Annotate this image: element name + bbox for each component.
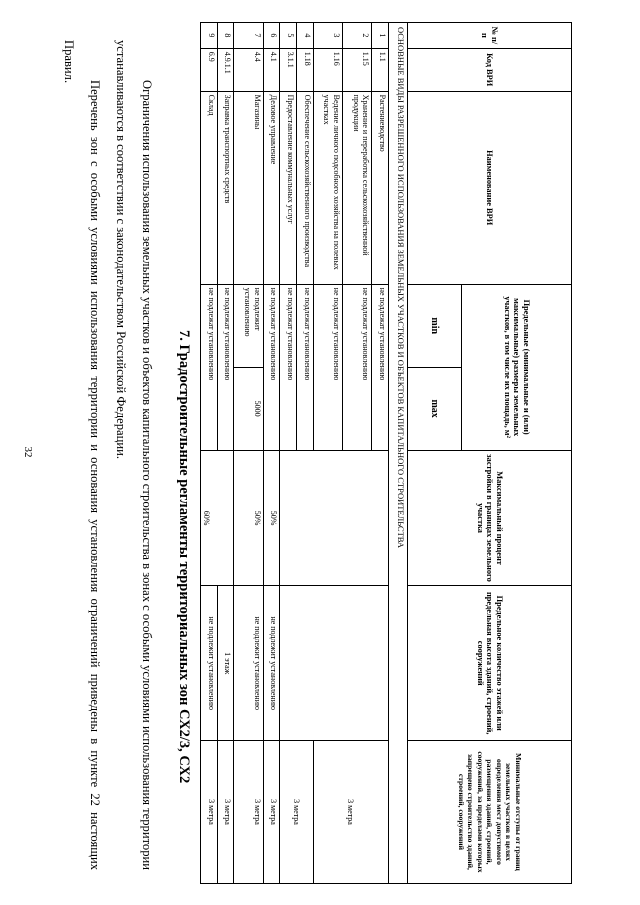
col-header-name: Наименование ВРИ <box>408 91 572 284</box>
cell-offset: 3 метра <box>280 740 313 883</box>
paragraph: Ограничения использования земельных участков и объектов капитального строительства в зонах с особыми условиями использования территории устанавливаются в соответствии с законодательством Российской Федерации. <box>114 40 154 870</box>
page-number: 32 <box>22 446 34 458</box>
col-header-num: № п/п <box>408 23 572 49</box>
regulations-table <box>200 22 572 884</box>
cell-name: Заправка транспортных средств <box>217 91 234 284</box>
cell-code: 1.18 <box>296 48 313 91</box>
cell-name: Растениеводство <box>372 91 389 284</box>
cell-floors: не подлежит установлению <box>263 586 280 740</box>
cell-num: 5 <box>280 23 297 49</box>
cell-name: Предоставление коммунальных услуг <box>280 91 297 284</box>
cell-offset: 3 метра <box>313 740 388 883</box>
cell-num: 7 <box>234 23 263 49</box>
cell-code: 6.9 <box>201 48 218 91</box>
cell-name: Хранение и переработка сельскохозяйственной продукции <box>342 91 371 284</box>
cell-sizes: не подлежат установлению <box>217 284 234 450</box>
cell-num: 3 <box>313 23 342 49</box>
cell-sizes: не подлежат установлению <box>313 284 342 450</box>
cell-name: Ведение личного подсобного хозяйства на полевых участках <box>313 91 342 284</box>
cell-offset: 3 метра <box>217 740 234 883</box>
cell-num: 8 <box>217 23 234 49</box>
cell-sizes: не подлежат установлению <box>201 284 218 450</box>
cell-num: 1 <box>372 23 389 49</box>
table-row <box>234 23 263 884</box>
cell-sizes: не подлежат установлению <box>263 284 280 450</box>
body-text <box>56 40 160 870</box>
cell-floors: не подлежит установлению <box>234 586 263 740</box>
cell-name: Магазины <box>234 91 263 284</box>
cell-sizes: не подлежат установлению <box>372 284 389 450</box>
table-row <box>263 23 280 884</box>
section-title: ОСНОВНЫЕ ВИДЫ РАЗРЕШЕННОГО ИСПОЛЬЗОВАНИЯ ЗЕМЕЛЬНЫХ УЧАСТКОВ И ОБЪЕКТОВ КАПИТАЛЬНОГО СТРОИТЕЛЬСТВА <box>388 23 407 884</box>
cell-code: 3.1.1 <box>280 48 297 91</box>
cell-name: Склад <box>201 91 218 284</box>
col-header-offsets: Минимальные отступы от границ земельных участков в целях определения мест допустимого размещения зданий, строений, сооружений, за пределами которых запрещено строительство зданий, строений, сооружений <box>408 740 572 883</box>
cell-percent <box>280 450 388 586</box>
cell-max: 5000 <box>234 367 263 450</box>
cell-percent: 50% <box>234 450 263 586</box>
paragraph: Перечень зон с особыми условиями использования территории и основания установления ограничений приведены в пункте 22 настоящих Правил. <box>62 40 102 870</box>
col-header-percent: Максимальный процент застройки в границах земельного участка <box>408 450 572 586</box>
col-header-min: min <box>408 284 462 367</box>
table-row <box>372 23 389 884</box>
cell-floors <box>280 586 388 740</box>
cell-code: 1.1 <box>372 48 389 91</box>
cell-name: Обеспечение сельскохозяйственного производства <box>296 91 313 284</box>
cell-num: 2 <box>342 23 371 49</box>
cell-name: Деловое управление <box>263 91 280 284</box>
cell-num: 6 <box>263 23 280 49</box>
cell-code: 4.9.1.1 <box>217 48 234 91</box>
col-header-floors: Предельное количество этажей или предельная высота зданий, строений, сооружений <box>408 586 572 740</box>
col-header-sizes: Предельные (минимальные и (или) максимальные) размеры земельных участков, в том числе их площадь, м² <box>462 284 572 450</box>
section-row <box>388 23 407 884</box>
cell-sizes: не подлежат установлению <box>296 284 313 450</box>
cell-offset: 3 метра <box>234 740 263 883</box>
col-header-code: Код ВРИ <box>408 48 572 91</box>
cell-offset: 3 метра <box>201 740 218 883</box>
cell-min: не подлежит установлению <box>234 284 263 367</box>
cell-code: 4.1 <box>263 48 280 91</box>
cell-sizes: не подлежат установлению <box>342 284 371 450</box>
cell-num: 4 <box>296 23 313 49</box>
cell-floors: 1 этаж <box>217 586 234 740</box>
section-heading: 7. Градостроительные регламенты территориальных зон СХ2/3, СХ2 <box>176 330 192 784</box>
cell-code: 1.15 <box>342 48 371 91</box>
cell-percent: 60% <box>201 450 234 586</box>
cell-floors: не подлежит установлению <box>201 586 218 740</box>
cell-code: 4.4 <box>234 48 263 91</box>
cell-code: 1.16 <box>313 48 342 91</box>
cell-num: 9 <box>201 23 218 49</box>
table-row <box>217 23 234 884</box>
cell-sizes: не подлежат установлению <box>280 284 297 450</box>
col-header-max: max <box>408 367 462 450</box>
cell-percent: 50% <box>263 450 280 586</box>
cell-offset: 3 метра <box>263 740 280 883</box>
